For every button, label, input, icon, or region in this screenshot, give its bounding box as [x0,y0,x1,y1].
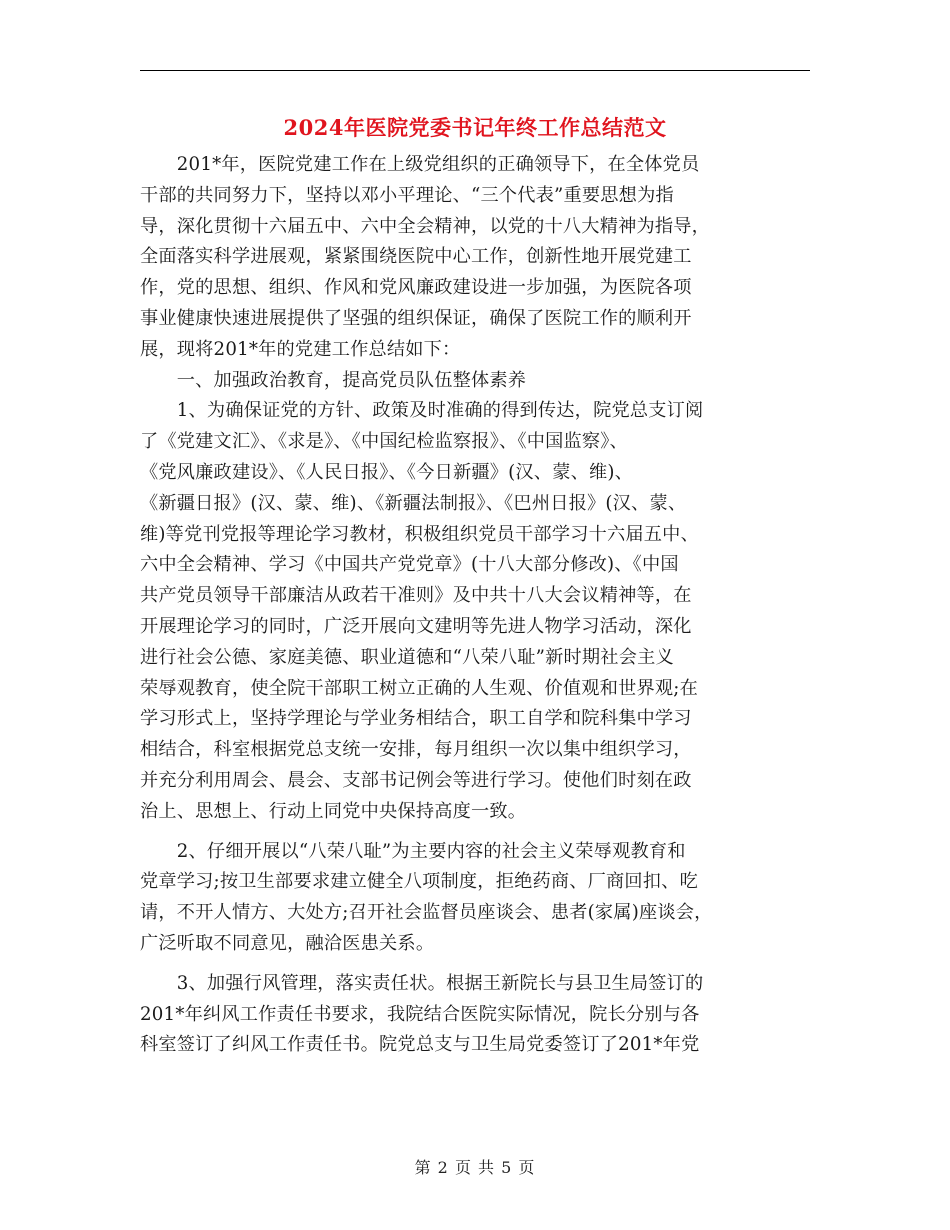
paragraph-intro [140,150,812,366]
text-line: 请，不开人情方、大处方;召开社会监督员座谈会、患者(家属)座谈会， [140,902,713,924]
text-line: 共产党员领导干部廉洁从政若干准则》及中共十八大会议精神等，在 [140,585,692,607]
paragraph-item-2 [140,837,812,960]
page-number-footer: 第 2 页 共 5 页 [414,1158,536,1177]
text-line: 201*年纠风工作责任书要求，我院结合医院实际情况，院长分别与各 [140,1003,700,1025]
text-line: 1、为确保证党的方针、政策及时准确的得到传达，院党总支订阅 [140,400,704,422]
paragraph-item-3 [140,969,812,1061]
text-line: 党章学习;按卫生部要求建立健全八项制度，拒绝药商、厂商回扣、吃 [140,871,698,893]
text-line: 2、仔细开展以“八荣八耻”为主要内容的社会主义荣辱观教育和 [140,840,686,862]
text-line: 学习形式上，坚持学理论与学业务相结合，职工自学和院科集中学习 [140,708,692,730]
text-line: 作，党的思想、组织、作风和党风廉政建设进一步加强，为医院各项 [140,277,692,299]
document-title: 2024年医院党委书记年终工作总结范文 [283,115,667,140]
text-line: 维)等党刊党报等理论学习教材，积极组织党员干部学习十六届五中、 [140,523,699,545]
text-line: 科室签订了纠风工作责任书。院党总支与卫生局党委签订了201*年党 [140,1034,700,1056]
header-rule [140,70,810,71]
text-line: 并充分利用周会、晨会、支部书记例会等进行学习。使他们时刻在政 [140,769,692,791]
text-line: 开展理论学习的同时，广泛开展向文建明等先进人物学习活动，深化 [140,615,692,637]
text-line: 201*年，医院党建工作在上级党组织的正确领导下，在全体党员 [140,154,700,175]
text-line: 了《党建文汇》、《求是》、《中国纪检监察报》、《中国监察》、 [140,431,628,453]
paragraph-item-1 [140,396,812,827]
text-line: 进行社会公德、家庭美德、职业道德和“八荣八耻”新时期社会主义 [140,646,674,668]
section-heading-1 [140,366,812,397]
text-line: 六中全会精神、学习《中国共产党党章》(十八大部分修改)、《中国 [140,554,679,576]
text-line: 导，深化贯彻十六届五中、六中全会精神，以党的十八大精神为指导， [140,215,711,237]
text-line: 相结合，科室根据党总支统一安排，每月组织一次以集中组织学习， [140,739,692,761]
text-line: 一、加强政治教育，提高党员队伍整体素养 [140,369,527,391]
text-line: 治上、思想上、行动上同党中央保持高度一致。 [140,800,527,822]
text-line: 事业健康快速进展提供了坚强的组织保证，确保了医院工作的顺利开 [140,307,692,329]
text-line: 展，现将201*年的党建工作总结如下： [140,338,461,360]
text-line: 全面落实科学进展观，紧紧围绕医院中心工作，创新性地开展党建工 [140,246,692,268]
text-line: 广泛听取不同意见，融洽医患关系。 [140,932,435,954]
text-line: 干部的共同努力下，坚持以邓小平理论、“三个代表”重要思想为指 [140,184,674,206]
text-line: 3、加强行风管理，落实责任状。根据王新院长与县卫生局签订的 [140,972,704,994]
text-line: 荣辱观教育，使全院干部职工树立正确的人生观、价值观和世界观;在 [140,677,698,699]
text-line: 《党风廉政建设》、《人民日报》、《今日新疆》(汉、蒙、维)、 [140,461,634,483]
document-body [140,150,812,1061]
text-line: 《新疆日报》(汉、蒙、维)、《新疆法制报》、《巴州日报》(汉、蒙、 [140,492,687,514]
